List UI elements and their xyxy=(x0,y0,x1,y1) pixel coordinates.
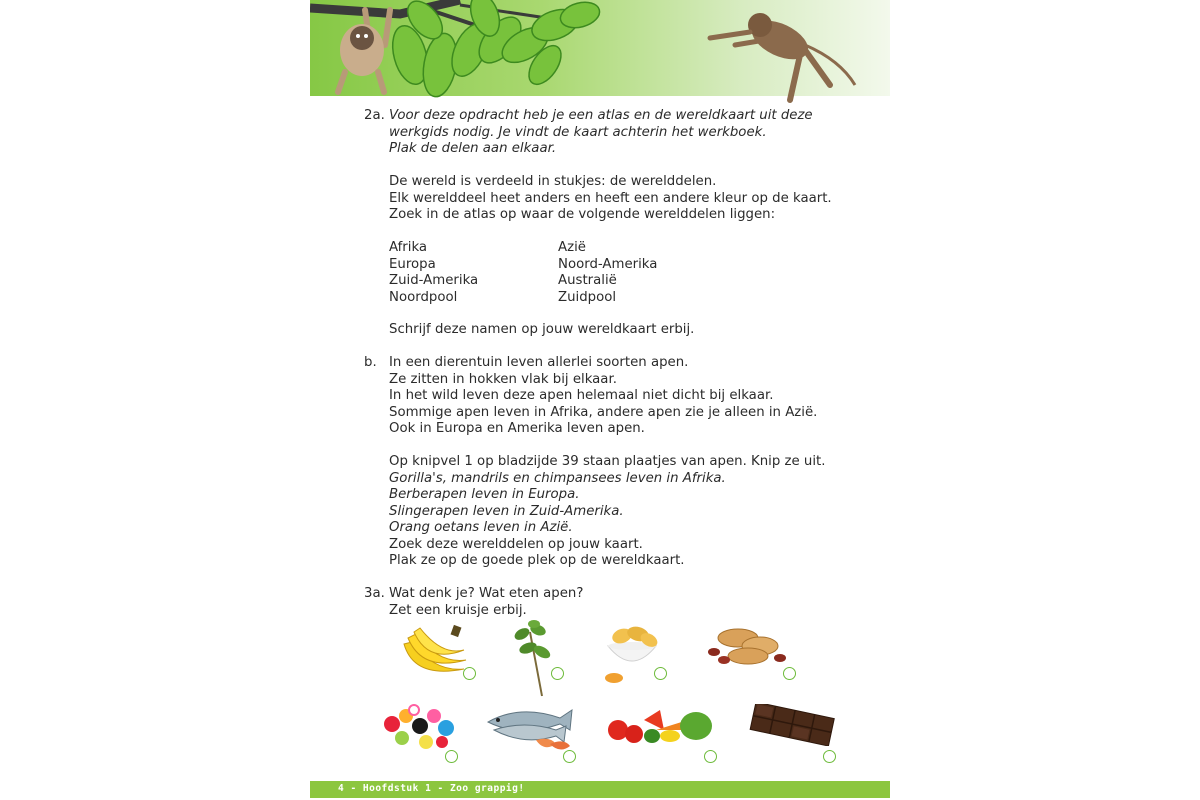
leaves-cluster xyxy=(387,0,603,99)
answer-circle-fish[interactable] xyxy=(563,750,576,763)
answer-circle-chips[interactable] xyxy=(654,667,667,680)
italic-line: Slingerapen leven in Zuid-Amerika. xyxy=(389,503,624,519)
exercise-number-3a: 3a. xyxy=(364,586,385,601)
question-line: Wat denk je? Wat eten apen? xyxy=(389,586,584,601)
workbook-page xyxy=(310,0,890,800)
text-line: Sommige apen leven in Afrika, andere apen zie je alleen in Azië. xyxy=(389,404,818,420)
answer-circle-candy[interactable] xyxy=(445,750,458,763)
italic-line: Berberapen leven in Europa. xyxy=(389,487,580,502)
answer-circle-chocolate[interactable] xyxy=(823,750,836,763)
continent-item: Europa xyxy=(389,256,436,272)
italic-line: Gorilla's, mandrils en chimpansees leven in Afrika. xyxy=(389,470,726,486)
continent-item: Zuidpool xyxy=(558,289,617,305)
answer-circle-vegetables[interactable] xyxy=(704,750,717,763)
text-line: Op knipvel 1 op bladzijde 39 staan plaatjes van apen. Knip ze uit. xyxy=(389,454,826,469)
instruction-line: Voor deze opdracht heb je een atlas en de wereldkaart uit deze xyxy=(389,108,813,123)
text-line: Plak ze op de goede plek op de wereldkaart. xyxy=(389,553,685,568)
header-banner xyxy=(310,0,890,96)
italic-line: Orang oetans leven in Azië. xyxy=(389,520,573,535)
text-line: In het wild leven deze apen helemaal niet dicht bij elkaar. xyxy=(389,388,774,403)
hanging-monkey-icon xyxy=(338,10,390,92)
leaf-twig-icon xyxy=(508,620,554,698)
jungle-illustration xyxy=(310,0,890,112)
chocolate-icon xyxy=(746,704,838,746)
question-line: Zet een kruisje erbij. xyxy=(389,602,527,618)
leaping-monkey-icon xyxy=(710,13,855,100)
continent-item: Noordpool xyxy=(389,289,458,305)
continent-item: Zuid-Amerika xyxy=(389,273,479,288)
instruction-line: werkgids nodig. Je vindt de kaart achterin het werkboek. xyxy=(389,124,767,140)
continent-item: Azië xyxy=(558,240,586,255)
text-line: In een dierentuin leven allerlei soorten apen. xyxy=(389,355,689,370)
candy-icon xyxy=(380,702,462,752)
text-line: De wereld is verdeeld in stukjes: de werelddelen. xyxy=(389,174,717,189)
footer-page-label: 4 - Hoofdstuk 1 - Zoo grappig! xyxy=(338,783,525,794)
continent-item: Australië xyxy=(558,273,617,288)
exercise-number-2b: b. xyxy=(364,355,377,370)
peanuts-icon xyxy=(700,624,792,670)
instruction-line: Plak de delen aan elkaar. xyxy=(389,141,557,156)
vegetables-icon xyxy=(604,700,714,746)
continent-item: Noord-Amerika xyxy=(558,256,658,272)
answer-circle-bananas[interactable] xyxy=(463,667,476,680)
fish-icon xyxy=(480,700,576,756)
text-line: Ook in Europa en Amerika leven apen. xyxy=(389,421,645,436)
continent-item: Afrika xyxy=(389,240,428,255)
text-line: Zoek deze werelddelen op jouw kaart. xyxy=(389,536,643,552)
text-line: Elk werelddeel heet anders en heeft een andere kleur op de kaart. xyxy=(389,190,832,206)
text-line: Zoek in de atlas op waar de volgende werelddelen liggen: xyxy=(389,207,776,222)
exercise-number-2a: 2a. xyxy=(364,108,385,123)
answer-circle-leaves[interactable] xyxy=(551,667,564,680)
text-line: Schrijf deze namen op jouw wereldkaart erbij. xyxy=(389,322,695,337)
answer-circle-peanuts[interactable] xyxy=(783,667,796,680)
text-line: Ze zitten in hokken vlak bij elkaar. xyxy=(389,371,617,387)
banana-icon xyxy=(394,624,470,684)
footer-bar xyxy=(310,781,890,798)
